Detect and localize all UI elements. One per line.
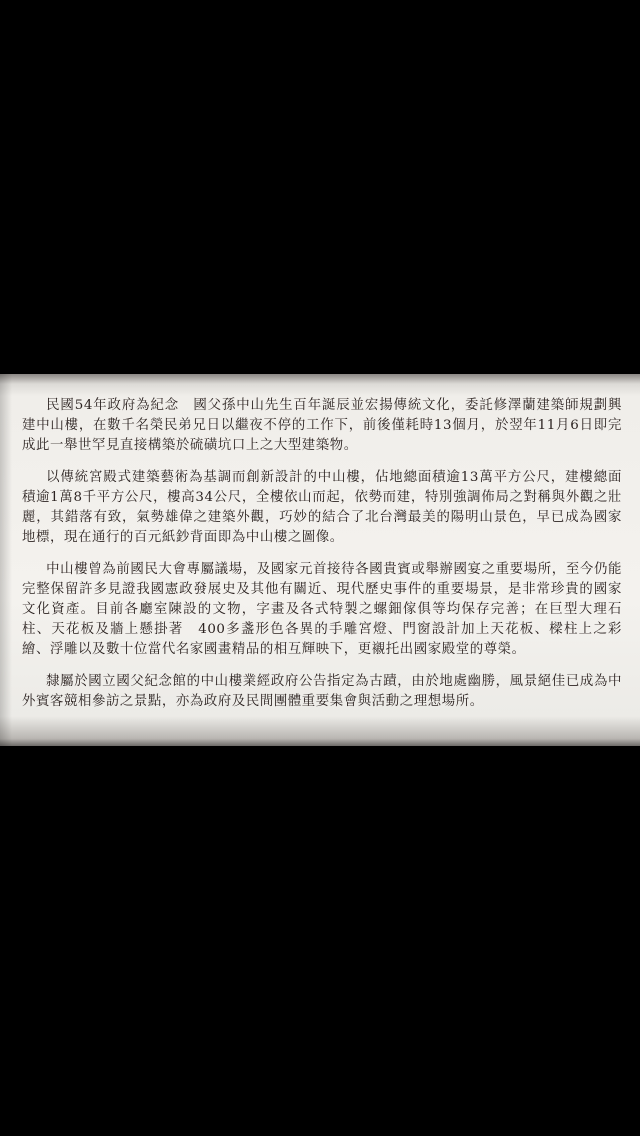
paragraph-history: 民國54年政府為紀念 國父孫中山先生百年誕辰並宏揚傳統文化，委託修澤蘭建築師規劃興建中山樓，在數千名榮民弟兄日以繼夜不停的工作下，前後僅耗時13個月，於翌年11月6日即完成此一舉世罕見直接構築於硫磺坑口上之大型建築物。 (22, 398, 622, 453)
paragraph-current-status: 隸屬於國立國父紀念館的中山樓業經政府公告指定為古蹟，由於地處幽勝，風景絕佳已成為中外賓客競相參訪之景點，亦為政府及民間團體重要集會與活動之理想場所。 (22, 674, 622, 709)
paragraph-architecture: 以傳統宮殿式建築藝術為基調而創新設計的中山樓，佔地總面積逾13萬平方公尺，建樓總面積逾1萬8千平方公尺，樓高34公尺，全樓依山而起，依勢而建，特別強調佈局之對稱與外觀之壯麗，其錯落有致，氣勢雄偉之建築外觀，巧妙的結合了北台灣最美的陽明山景色，早已成為國家地標，現在通行的百元紙鈔背面即為中山樓之圖像。 (22, 470, 622, 545)
paragraph-significance: 中山樓曾為前國民大會專屬議場，及國家元首接待各國貴賓或舉辦國宴之重要場所，至今仍能完整保留許多見證我國憲政發展史及其他有關近、現代歷史事件的重要場景，是非常珍貴的國家文化資產。目前各廳室陳設的文物，字畫及各式特製之螺鈿傢俱等均保存完善；在巨型大理石柱、天花板及牆上懸掛著 400多盞形色各異的手雕宮燈、門窗設計加上天花板、樑柱上之彩繪、浮雕以及數十位當代名家國畫精品的相互輝映下，更襯托出國家殿堂的尊榮。 (22, 562, 622, 657)
plaque-sign (0, 374, 640, 746)
